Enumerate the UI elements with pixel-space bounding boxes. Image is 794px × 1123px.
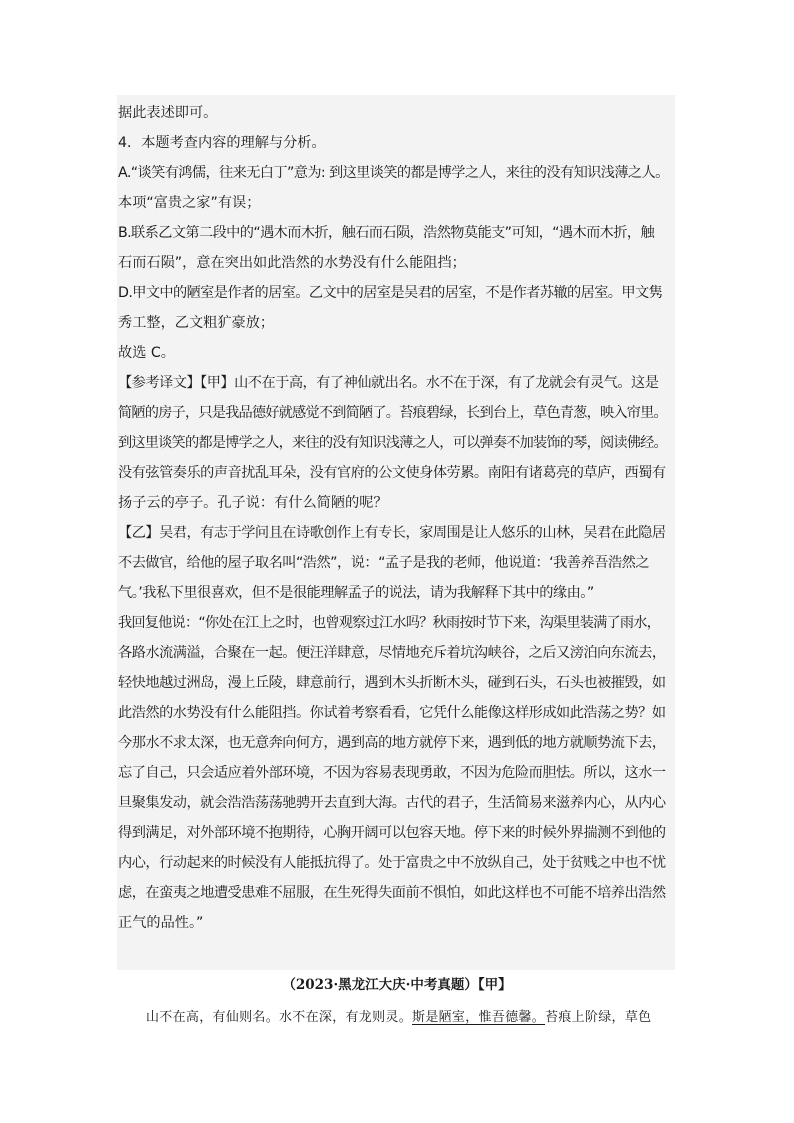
text-line: 旦聚集发动，就会浩浩荡荡驰骋开去直到大海。古代的君子，生活简易来滋养内心，从内心 (118, 795, 666, 811)
text-line: D.甲文中的陋室是作者的居室。乙文中的居室是吴君的居室，不是作者苏辙的居室。甲文隽 (118, 285, 663, 301)
text-line: 秀工整，乙文粗犷豪放； (118, 315, 275, 331)
text-line: 我回复他说：“你处在江上之时，也曾观察过江水吗？秋雨按时节下来，沟渠里装满了雨水， (118, 615, 661, 631)
text-line: 据此表述即可。 (118, 105, 218, 121)
text-line: 正气的品性。” (118, 915, 204, 931)
text-line: A.“谈笑有鸿儒，往来无白丁”意为: 到这里谈笑的都是博学之人，来往的没有知识浅薄之人。 (118, 165, 669, 181)
text-line: 轻快地越过洲岛，漫上丘陵，肆意前行，遇到木头折断木头，碰到石头，石头也被摧毁，如 (118, 675, 666, 691)
text-line: 各路水流满溢，合聚在一起。便汪洋肆意，尽情地充斥着坑沟峡谷，之后又滂泊向东流去， (118, 645, 666, 661)
text-line: B.联系乙文第二段中的“遇木而木折，触石而石陨，浩然物莫能支”可知，“遇木而木折，触 (118, 225, 655, 241)
text-line: 【参考译文】【甲】山不在于高，有了神仙就出名。水不在于深，有了龙就会有灵气。这是 (118, 375, 659, 391)
text-line: 没有弦管奏乐的声音扰乱耳朵，没有官府的公文使身体劳累。南阳有诸葛亮的草庐，西蜀有 (118, 465, 666, 481)
text-line: 扬子云的亭子。孔子说：有什么简陋的呢？ (118, 495, 388, 511)
text-line: 【乙】吴君，有志于学问且在诗歌创作上有专长，家周围是让人悠乐的山林，吴君在此隐居 (118, 525, 666, 541)
text-line: 不去做官，给他的屋子取名叫“浩然”，说：“孟子是我的老师，他说道：‘我善养吾浩然之 (118, 555, 650, 571)
text-line: 本项“富贵之家”有误； (118, 195, 261, 211)
answer-explanation (118, 98, 674, 938)
text-line: 气。’我私下里很喜欢，但不是很能理解孟子的说法，请为我解释下其中的缘由。” (118, 585, 594, 601)
text-line: 此浩然的水势没有什么能阻挡。你试着考察看看，它凭什么能像这样形成如此浩荡之势？如 (118, 705, 666, 721)
question-source: （2023·黑龙江大庆·中考真题）【甲】 (282, 977, 512, 993)
original-text-plain: 山不在高，有仙则名。水不在深，有龙则灵。 (146, 1010, 413, 1025)
text-line: 到这里谈笑的都是博学之人，来往的没有知识浅薄之人，可以弹奏不加装饰的琴，阅读佛经。 (118, 435, 667, 451)
text-line: 故选 C。 (118, 345, 175, 361)
original-text-plain-end: 苔痕上阶绿，草色 (545, 1010, 652, 1025)
text-line: 虑，在蛮夷之地遭受患难不屈服，在生死得失面前不惧怕，如此这样也不可能不培养出浩然 (118, 885, 666, 901)
text-line: 忘了自己，只会适应着外部环境，不因为容易表现勇敢，不因为危险而胆怯。所以，这水一 (118, 765, 666, 781)
text-line: 得到满足，对外部环境不抱期待，心胸开阔可以包容天地。停下来的时候外界揣测不到他的 (118, 825, 666, 841)
original-text-underlined: 斯是陋室，惟吾德馨。 (412, 1010, 546, 1025)
text-line: 石而石陨”，意在突出如此浩然的水势没有什么能阻挡； (118, 255, 466, 271)
original-text-line (146, 1004, 651, 1032)
text-line: 4．本题考查内容的理解与分析。 (118, 135, 326, 151)
text-line: 简陋的房子，只是我品德好就感觉不到简陋了。苔痕碧绿，长到台上，草色青葱，映入帘里。 (118, 405, 667, 421)
text-line: 今那水不求太深，也无意奔向何方，遇到高的地方就停下来，遇到低的地方就顺势流下去， (118, 735, 666, 751)
text-line: 内心，行动起来的时候没有人能抵抗得了。处于富贵之中不放纵自己，处于贫贱之中也不忧 (118, 855, 666, 871)
